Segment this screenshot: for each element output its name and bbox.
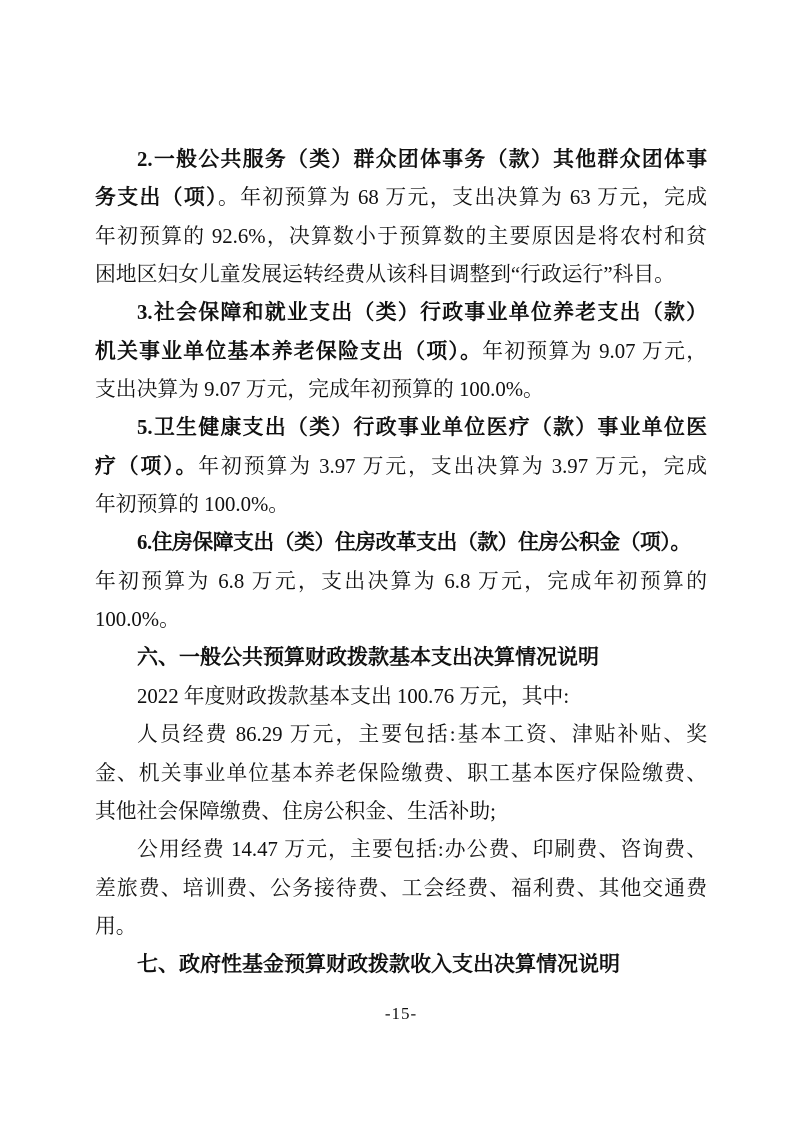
body-text-run: 人员经费 86.29 万元，主要包括:基本工资、津贴补贴、奖 — [137, 723, 707, 747]
text-line — [95, 716, 707, 754]
body-text-run: 差旅费、培训费、公务接待费、工会经费、福利费、其他交通费 — [95, 876, 707, 900]
section-heading: 七、政府性基金预算财政拨款收入支出决算情况说明 — [137, 953, 620, 977]
body-text-run: 年初预算的 100.0%。 — [95, 493, 290, 517]
text-line — [95, 524, 707, 562]
body-text-run: 年初预算为 3.97 万元，支出决算为 3.97 万元，完成 — [198, 454, 707, 478]
body-text-run: 困地区妇女儿童发展运转经费从该科目调整到“行政运行”科目。 — [95, 263, 675, 287]
text-line — [95, 256, 707, 294]
document-content — [95, 141, 707, 985]
page-number: -15- — [384, 1004, 418, 1023]
text-line — [95, 141, 707, 179]
text-line — [95, 563, 707, 601]
body-text-run: 年初预算为 9.07 万元， — [482, 339, 707, 363]
bold-text-run: 务支出（项） — [95, 186, 218, 210]
body-text-run: 年初预算的 92.6%，决算数小于预算数的主要原因是将农村和贫 — [95, 224, 707, 248]
bold-text-run: 5.卫生健康支出（类）行政事业单位医疗（款）事业单位医 — [137, 416, 707, 440]
body-text-run: 。年初预算为 68 万元，支出决算为 63 万元，完成 — [217, 186, 708, 210]
text-line — [95, 678, 707, 716]
bold-text-run: 2.一般公共服务（类）群众团体事务（款）其他群众团体事 — [137, 148, 707, 171]
text-line — [95, 179, 707, 217]
text-line — [95, 755, 707, 793]
text-line — [95, 870, 707, 908]
text-line — [95, 486, 707, 524]
text-line — [95, 294, 707, 332]
body-text-run: 2022 年度财政拨款基本支出 100.76 万元，其中: — [137, 684, 570, 708]
body-text-run: 金、机关事业单位基本养老保险缴费、职工基本医疗保险缴费、 — [95, 761, 707, 785]
text-line — [95, 218, 707, 256]
text-line — [95, 831, 707, 869]
section-heading: 六、一般公共预算财政拨款基本支出决算情况说明 — [137, 646, 599, 670]
bold-text-run: 疗（项）。 — [95, 454, 199, 478]
bold-text-run: 机关事业单位基本养老保险支出（项）。 — [95, 339, 483, 363]
body-text-run: 年初预算为 6.8 万元，支出决算为 6.8 万元，完成年初预算的 — [95, 569, 707, 593]
body-text-run: 公用经费 14.47 万元，主要包括:办公费、印刷费、咨询费、 — [137, 838, 707, 862]
body-text-run: 其他社会保障缴费、住房公积金、生活补助; — [95, 799, 496, 823]
text-line — [95, 793, 707, 831]
bold-text-run: 3.社会保障和就业支出（类）行政事业单位养老支出（款） — [137, 301, 707, 325]
text-line — [95, 601, 707, 639]
body-text-run: 用。 — [95, 914, 137, 938]
body-text-run: 100.0%。 — [95, 608, 180, 632]
text-line — [95, 908, 707, 946]
text-line — [95, 448, 707, 486]
body-text-run: 支出决算为 9.07 万元，完成年初预算的 100.0%。 — [95, 378, 544, 402]
bold-text-run: 6.住房保障支出（类）住房改革支出（款）住房公积金（项）。 — [137, 531, 691, 555]
text-line — [95, 371, 707, 409]
text-line — [95, 333, 707, 371]
text-line — [95, 409, 707, 447]
